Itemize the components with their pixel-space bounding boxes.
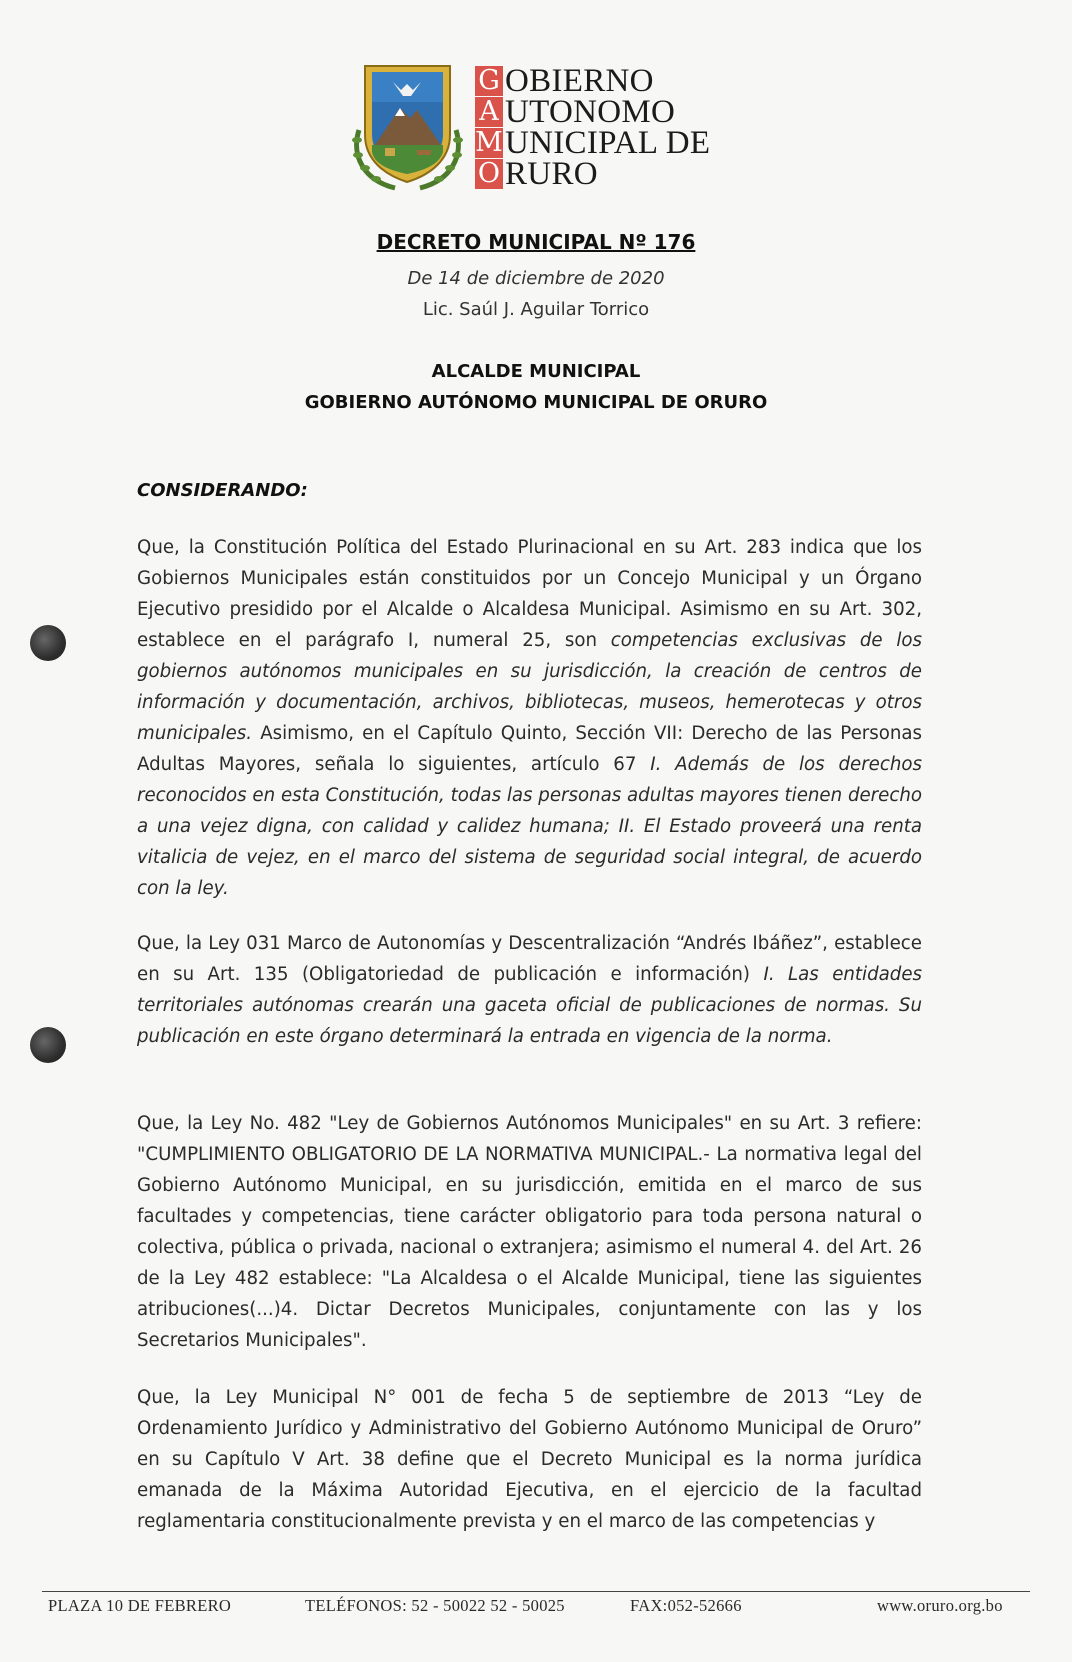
- text-run: Que, la Constitución Política del Estado Plurinacional en su Art. 283 indica que los Gobiernos Municipales están constituidos por un Concejo Municipal y un Órgano Ejecutivo presidido por el Alcalde o Alcaldesa Municipal. Asimismo en su Art. 302, establece en el parágrafo I, numeral 25, son: [137, 537, 922, 651]
- footer-divider: [42, 1591, 1030, 1592]
- decree-date: De 14 de diciembre de 2020: [407, 268, 665, 289]
- logo-initials: [475, 66, 505, 190]
- text-run: Que, la Ley Municipal N° 001 de fecha 5 de septiembre de 2013 “Ley de Ordenamiento Jurídico y Administrativo del Gobierno Autónomo Municipal de Oruro” en su Capítulo V Art. 38 define que el Decreto Municipal es la norma jurídica emanada de la Máxima Autoridad Ejecutiva, en el ejercicio de la facultad reglamentaria constitucionalmente prevista y en el marco de las competencias y: [137, 1387, 922, 1532]
- logo-initial: O: [475, 159, 503, 189]
- text-run: Asimismo, en el Capítulo Quinto, Sección VII: Derecho de las Personas Adultas Mayores, señala lo siguientes, artículo 67: [137, 723, 922, 775]
- paragraph-ley-482: [137, 1108, 922, 1356]
- municipal-crest-icon: [345, 60, 470, 195]
- footer-phones: TELÉFONOS: 52 - 50022 52 - 50025: [305, 1596, 565, 1615]
- logo-initial: M: [475, 127, 503, 158]
- decree-title: DECRETO MUNICIPAL Nº 176: [376, 230, 696, 254]
- logo-word: RURO: [505, 156, 598, 192]
- decree-signatory: Lic. Saúl J. Aguilar Torrico: [422, 299, 650, 320]
- logo-wordmark: [505, 63, 711, 192]
- logo-word: OBIERNO: [505, 63, 654, 99]
- punch-hole-top: [30, 625, 66, 661]
- authority-title: ALCALDE MUNICIPAL: [431, 361, 641, 382]
- footer-address: PLAZA 10 DE FEBRERO: [48, 1596, 232, 1615]
- paragraph-constitution: [137, 532, 922, 904]
- logo-word: UTONOMO: [505, 94, 676, 130]
- considerando-heading: CONSIDERANDO:: [137, 480, 308, 501]
- footer-fax: FAX:052-52666: [630, 1596, 742, 1615]
- paragraph-ley-031: [137, 928, 922, 1052]
- logo-initial: G: [475, 66, 503, 96]
- municipal-logo: [345, 60, 745, 195]
- text-run: Que, la Ley No. 482 "Ley de Gobiernos Autónomos Municipales" en su Art. 3 refiere: "CUMPLIMIENTO OBLIGATORIO DE LA NORMATIVA MUNICIPAL.- La normativa legal del Gobierno Autónomo Municipal, en su jurisdicción, emitida en el marco de sus facultades y competencias, tiene carácter obligatorio para toda persona natural o colectiva, pública o privada, nacional o extranjera; asimismo el numeral 4. del Art. 26 de la Ley 482 establece: "La Alcaldesa o el Alcalde Municipal, tiene las siguientes atribuciones(...)4. Dictar Decretos Municipales, conjuntamente con las y los Secretarios Municipales".: [137, 1113, 922, 1351]
- footer-website[interactable]: www.oruro.org.bo: [877, 1596, 1003, 1615]
- italic-quote-run: competencias exclusivas de los gobiernos autónomos municipales en su jurisdicción, la creación de centros de información y documentación, archivos, bibliotecas, museos, hemerotecas y otros municipales.: [137, 630, 922, 744]
- italic-quote-run: I. Además de los derechos reconocidos en esta Constitución, todas las personas adultas mayores tienen derecho a una vejez digna, con calidad y calidez humana; II. El Estado proveerá una renta vitalicia de vejez, en el marco del sistema de seguridad social integral, de acuerdo con la ley.: [137, 754, 922, 899]
- logo-word: UNICIPAL DE: [505, 125, 711, 161]
- punch-hole-bottom: [30, 1027, 66, 1063]
- logo-initial: A: [475, 97, 503, 127]
- paragraph-ley-municipal-001: [137, 1382, 922, 1537]
- text-run: Que, la Ley 031 Marco de Autonomías y Descentralización “Andrés Ibáñez”, establece en su Art. 135 (Obligatoriedad de publicación e información): [137, 933, 922, 985]
- authority-institution: GOBIERNO AUTÓNOMO MUNICIPAL DE ORURO: [304, 392, 768, 413]
- italic-quote-run: I. Las entidades territoriales autónomas crearán una gaceta oficial de publicaciones de normas. Su publicación en este órgano determinará la entrada en vigencia de la norma.: [137, 964, 922, 1047]
